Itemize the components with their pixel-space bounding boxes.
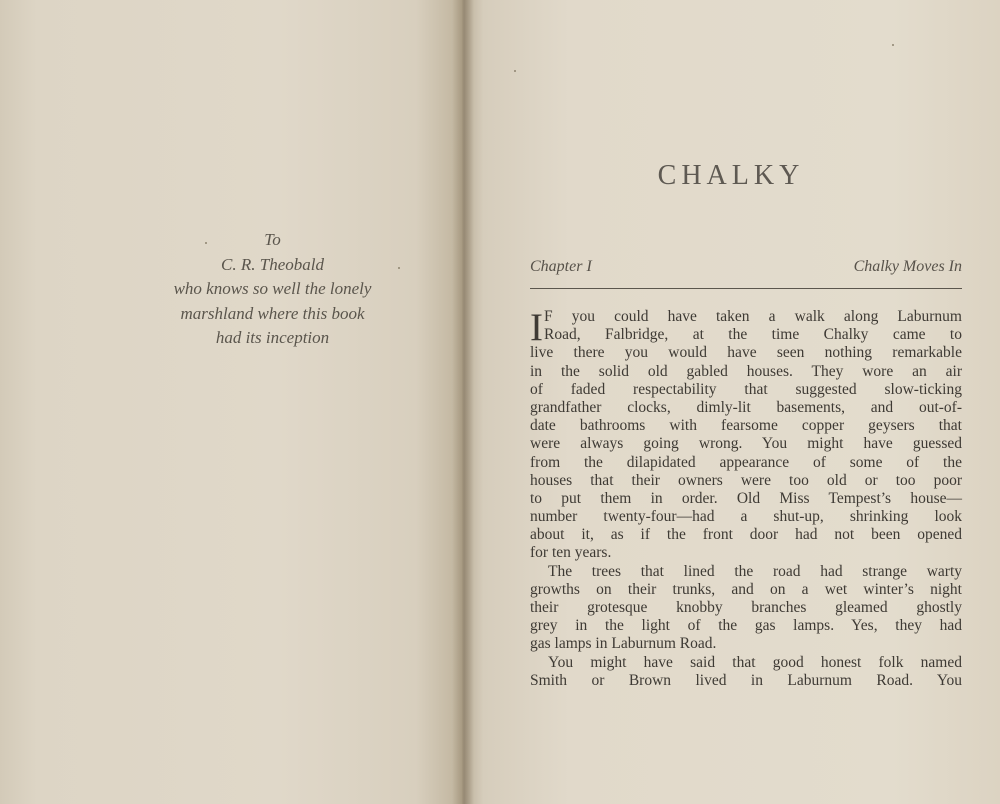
text-line: of faded respectability that suggested slow-ticking <box>530 380 962 398</box>
dedication-line: who knows so well the lonely <box>173 279 372 298</box>
chapter-title: Chalky Moves In <box>853 258 962 275</box>
text-line: from the dilapidated appearance of some of the <box>530 453 962 471</box>
paper-speck <box>514 70 516 72</box>
text-line: in the solid old gabled houses. They wore an air <box>530 362 962 380</box>
text-line: for ten years. <box>530 544 612 562</box>
text-line: were always going wrong. You might have guessed <box>530 435 962 453</box>
text-line: grandfather clocks, dimly-lit basements, and out-of- <box>530 398 962 416</box>
text-line: their grotesque knobby branches gleamed ghostly <box>530 599 962 616</box>
right-page <box>462 0 1000 804</box>
paper-speck <box>205 242 207 244</box>
chapter-body <box>530 308 962 690</box>
text-line: to put them in order. Old Miss Tempest’s house— <box>530 489 962 507</box>
text-line: Smith or Brown lived in Laburnum Road. You <box>530 671 962 689</box>
dedication <box>100 228 445 351</box>
book-gutter <box>452 0 474 804</box>
dedication-line: To <box>264 230 281 249</box>
dedication-line: had its inception <box>215 328 330 347</box>
chapter-rule <box>530 288 962 289</box>
text-line: You might have said that good honest folk named <box>548 653 962 671</box>
text-line: grey in the light of the gas lamps. Yes, they had <box>530 617 962 635</box>
dedication-line: C. R. Theobald <box>221 254 324 274</box>
text-line: number twenty-four—had a shut-up, shrinking look <box>530 508 962 526</box>
text-line: about it, as if the front door had not been opened <box>530 526 962 544</box>
text-line: live there you would have seen nothing remarkable <box>530 344 962 362</box>
paper-speck <box>398 267 400 269</box>
text-line-content: Road, Falbridge, at the time Chalky came to <box>544 326 962 344</box>
text-line: growths on their trunks, and on a wet winter’s night <box>530 580 962 598</box>
dedication-line: marshland where this book <box>180 303 365 323</box>
text-line <box>530 326 962 344</box>
text-line: gas lamps in Laburnum Road. <box>530 635 717 653</box>
text-line: The trees that lined the road had strange warty <box>548 562 962 580</box>
chapter-number: Chapter I <box>530 258 592 275</box>
drop-cap: I <box>530 306 543 349</box>
text-line: date bathrooms with fearsome copper geysers that <box>530 417 962 435</box>
text-line-content: F you could have taken a walk along Laburnum <box>544 308 962 325</box>
left-page <box>0 0 462 804</box>
paper-speck <box>892 44 894 46</box>
book-title: CHALKY <box>657 160 805 191</box>
text-line: houses that their owners were too old or too poor <box>530 471 962 489</box>
